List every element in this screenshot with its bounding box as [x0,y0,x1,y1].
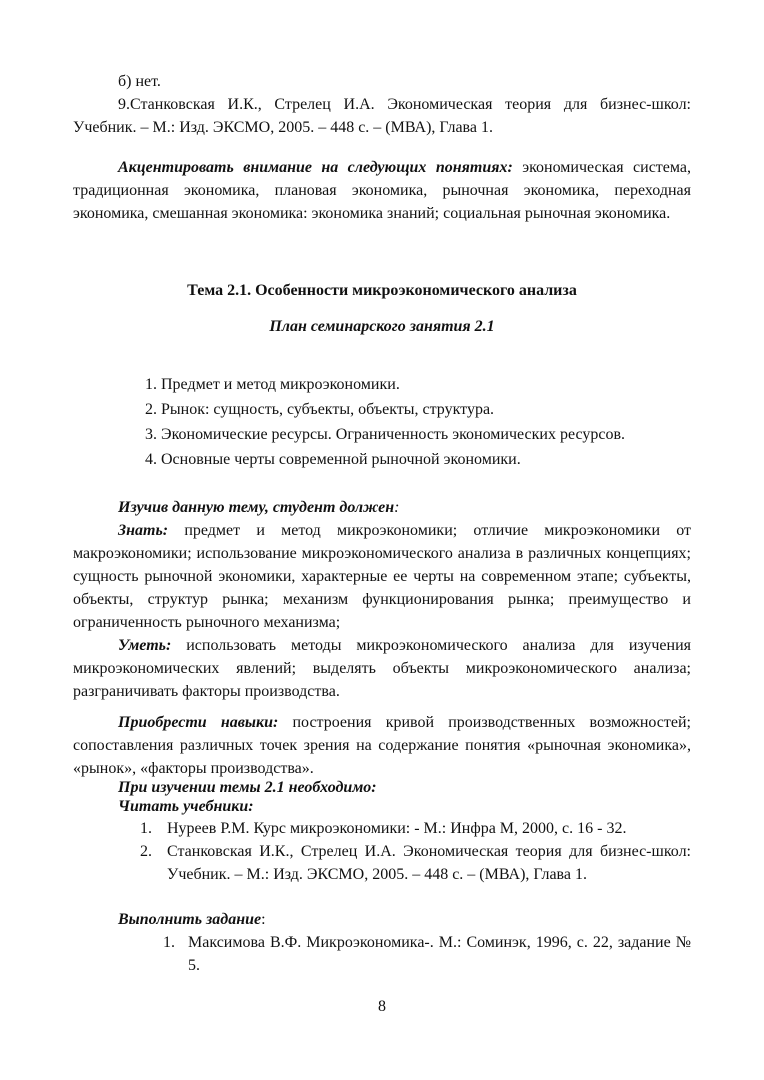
previous-section-tail [73,70,691,139]
can-paragraph: Уметь: использовать методы микроэкономического анализа для изучения микроэкономических явлений; выделять объекты микроэкономического анализа; разграничивать факторы производства. [73,637,691,700]
task-list [73,931,691,977]
plan-item: 4. Основные черты современной рыночной экономики. [145,451,521,468]
outcomes-intro: Изучив данную тему, студент должен [118,499,395,516]
reference-9: 9.Станковская И.К., Стрелец И.А. Экономическая теория для бизнес-школ: Учебник. – М.: Изд. ЭКСМО, 2005. – 448 с. – (МВА), Глава 1. [73,96,691,136]
read-label: Читать учебники: [118,798,254,815]
plan-item: 1. Предмет и метод микроэкономики. [145,376,400,393]
focus-text: экономическая система, традиционная экономика, плановая экономика, рыночная экономика, переходная экономика, смешанная экономика: экономика знаний; социальная рыночная экономика. [73,159,692,222]
task-item: 1. Максимова В.Ф. Микроэкономика-. М.: Соминэк, 1996, с. 22, задание № 5. [163,934,691,974]
know-label: Знать: [118,522,169,539]
study-heading: При изучении темы 2.1 необходимо: [118,779,377,796]
plan-item: 3. Экономические ресурсы. Ограниченность экономических ресурсов. [145,426,626,443]
skills-label: Приобрести навыки: [118,714,279,731]
plan-list [73,373,691,471]
page-number: 8 [378,998,386,1015]
book-item: 2. Станковская И.К., Стрелец И.А. Экономическая теория для бизнес-школ: Учебник. – М.: Изд. ЭКСМО, 2005. – 448 с. – (МВА), Глава 1. [140,843,691,883]
know-paragraph: Знать: предмет и метод микроэкономики; отличие микроэкономики от макроэкономики; использование микроэкономического анализа в различных концепциях; сущность рыночной экономики, характерные ее черты на современном этапе; субъекты, объекты, структур рынка; механизм функционирования рынка; преимущество и ограниченность рыночного механизма; [73,522,691,631]
answer-option-b: б) нет. [118,73,161,90]
task-heading: Выполнить задание: [118,911,266,928]
can-label: Уметь: [118,637,172,654]
focus-label: Акцентировать внимание на следующих понятиях: [118,159,513,176]
task-label: Выполнить задание [118,911,262,928]
skills-paragraph: Приобрести навыки: построения кривой производственных возможностей; сопоставления различных точек зрения на содержание понятия «рыночная экономика», «рынок», «факторы производства». [73,714,691,777]
focus-concepts [73,156,691,225]
plan-title: План семинарского занятия 2.1 [269,318,495,335]
plan-item: 2. Рынок: сущность, субъекты, объекты, структура. [145,401,495,418]
learning-outcomes: Изучив данную тему, студент должен: Знать: предмет и метод микроэкономики; отличие микроэкономики от макроэкономики; использование микроэкономического анализа в различных концепциях; сущность рыночной экономики, характерные ее черты на современном этапе; субъекты, объекты, структур рынка; механизм функционирования рынка; преимущество и ограниченность рыночного механизма; Уметь: использовать методы микроэкономического анализа для изучения микроэкономических явлений; выделять объекты микроэкономического анализа; разграничивать факторы производства. Приобрести навыки: построения кривой производственных возможностей; сопоставления различных точек зрения на содержание понятия «рыночная экономика», «рынок», «факторы производства». [73,496,691,780]
book-item: 1. Нуреев Р.М. Курс микроэкономики: - М.: Инфра М, 2000, с. 16 - 32. [140,820,627,837]
study-requirements [73,778,691,977]
book-list [73,817,691,886]
topic-title: Тема 2.1. Особенности микроэкономического анализа [187,282,577,299]
